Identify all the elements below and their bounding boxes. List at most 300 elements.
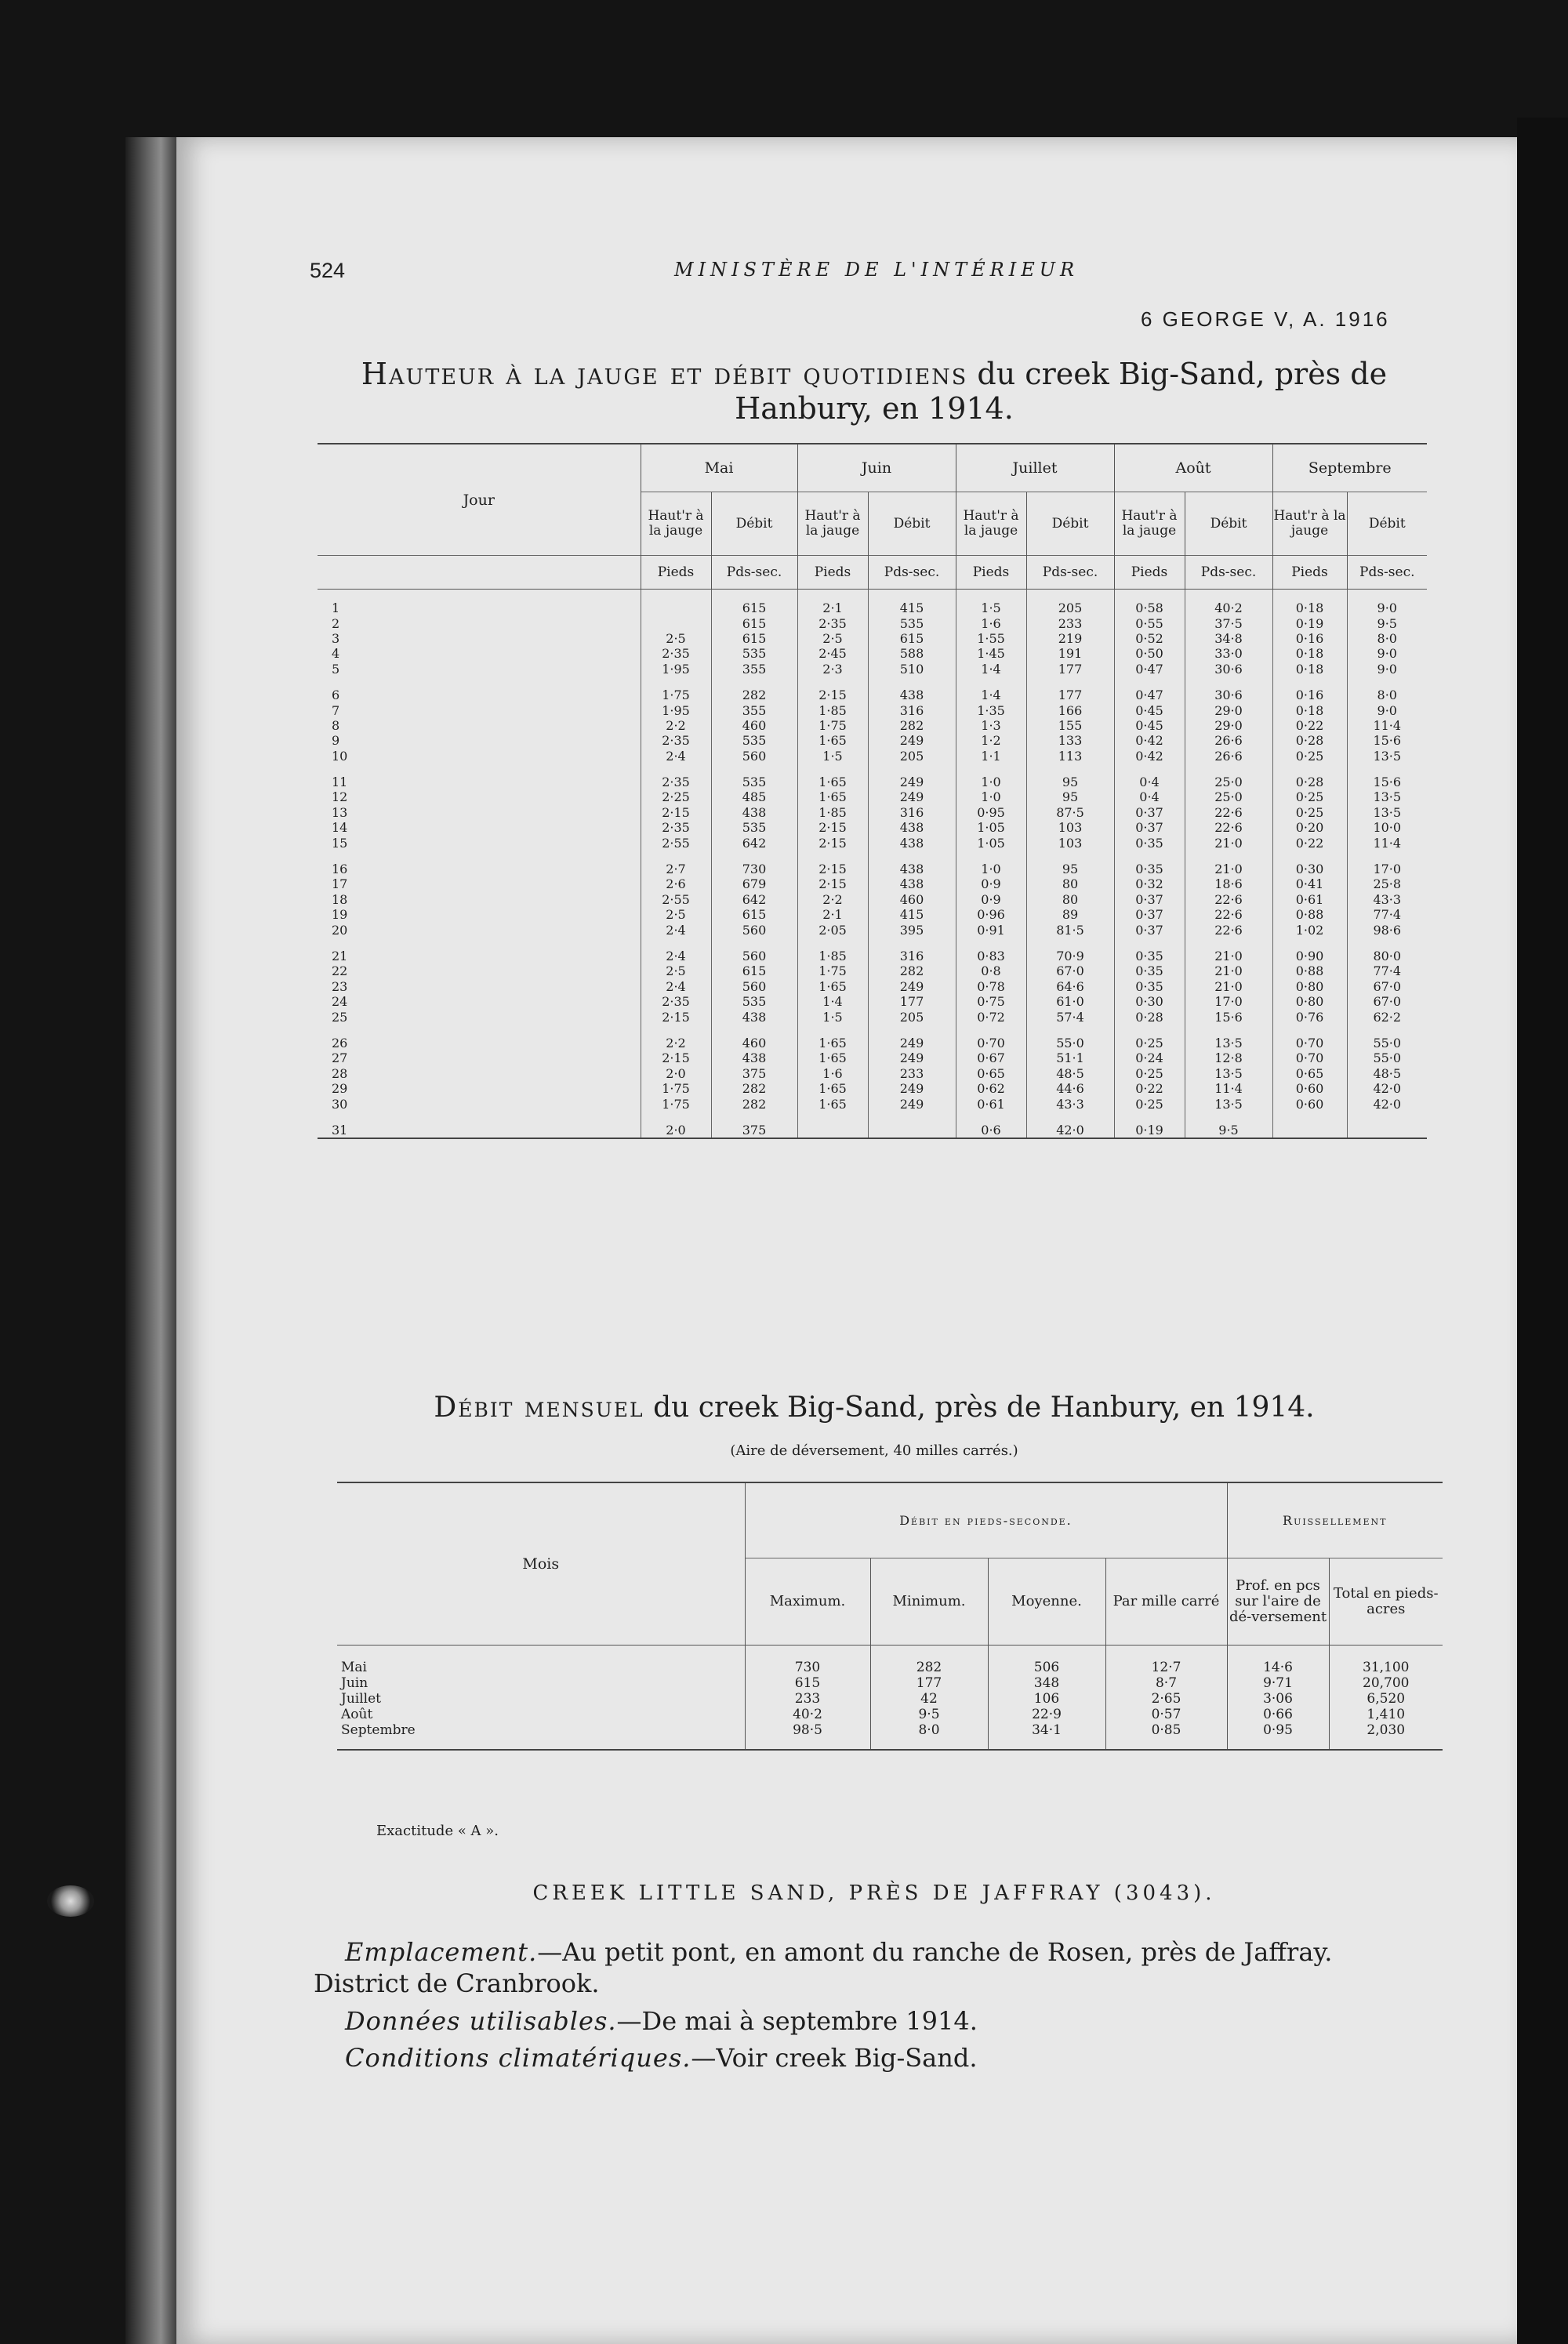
gap-cell [641,1025,711,1036]
value-cell: 1·2 [956,733,1026,748]
value-cell: 77·4 [1347,907,1427,922]
value-cell: 348 [988,1675,1105,1691]
gap-cell [868,1025,956,1036]
gap-cell [1272,764,1347,775]
day-cell: 23 [332,978,348,994]
value-cell: 43·3 [1347,892,1427,907]
value-cell: 80 [1026,892,1114,907]
value-cell: 642 [711,892,797,907]
gap-cell [1185,590,1272,601]
value-cell: 2·1 [797,601,868,615]
value-cell: 282 [711,1081,797,1096]
value-cell: 2·55 [641,835,711,850]
gap-cell [711,677,797,688]
value-cell: 9·5 [870,1707,988,1722]
value-cell: 42 [870,1691,988,1707]
gap-cell [1272,938,1347,949]
value-cell: 0·19 [1114,1123,1185,1138]
value-cell: 42·0 [1026,1123,1114,1138]
monthly-subtitle: (Aire de déversement, 40 milles carrés.) [730,1442,1018,1459]
value-cell: 0·35 [1114,949,1185,963]
value-cell: 0·28 [1272,733,1347,748]
value-cell: 535 [711,820,797,835]
value-cell: 0·62 [956,1081,1026,1096]
value-cell: 14·6 [1227,1660,1329,1675]
value-cell: 0·4 [1114,775,1185,789]
value-cell: 0·47 [1114,662,1185,677]
value-cell: 13·5 [1185,1096,1272,1111]
table-row [318,892,1427,907]
value-cell: 9·5 [1185,1123,1272,1138]
gap-cell [1026,851,1114,862]
value-cell: 1·55 [956,631,1026,646]
value-cell: 17·0 [1347,862,1427,876]
monthly-body [337,1646,1443,1751]
value-cell: 106 [988,1691,1105,1707]
value-cell: 26·6 [1185,733,1272,748]
day-cell: 3 [332,630,340,646]
value-cell: 40·2 [1185,601,1272,615]
value-cell: 0·66 [1227,1707,1329,1722]
bottom-cell [337,1738,745,1750]
daily-body [318,590,1427,1139]
value-cell: 2·15 [797,835,868,850]
value-cell: 2·55 [641,892,711,907]
value-cell: 81·5 [1026,922,1114,937]
gap-cell [711,851,797,862]
session-label: 6 GEORGE V, A. 1916 [1141,307,1390,331]
row-gap [318,764,1427,775]
gap-cell [956,764,1026,775]
value-cell: 0·16 [1272,688,1347,702]
value-cell: 0·95 [1227,1722,1329,1738]
value-cell: 55·0 [1347,1036,1427,1050]
day-cell: 6 [332,688,340,703]
value-cell: 2·15 [641,805,711,820]
value-cell: 8·0 [1347,631,1427,646]
climate-label: Conditions climatériques. [345,2043,691,2073]
value-cell: 67·0 [1347,994,1427,1009]
value-cell: 2·05 [797,922,868,937]
value-cell: 34·8 [1185,631,1272,646]
daily-title-prefix: Hauteur à la jauge et débit quotidiens [361,357,968,391]
value-cell: 1·5 [956,601,1026,615]
value-cell: 2·15 [641,1009,711,1024]
gap-cell [1347,1112,1427,1123]
value-cell: 0·80 [1272,979,1347,994]
value-cell: 29·0 [1185,702,1272,717]
value-cell [1347,1123,1427,1138]
value-cell: 87·5 [1026,805,1114,820]
value-cell: 1·75 [641,1081,711,1096]
value-cell: 55·0 [1026,1036,1114,1050]
value-cell: 20,700 [1329,1675,1443,1691]
value-cell: 0·58 [1114,601,1185,615]
gap-cell [318,851,641,862]
table-row [318,963,1427,978]
value-cell: 0·57 [1105,1707,1227,1722]
day-cell: 21 [332,949,348,963]
value-cell: 26·6 [1185,749,1272,764]
value-cell [797,1123,868,1138]
sep-cell [745,1646,870,1660]
month-header-row [318,444,1427,492]
value-cell: 11·4 [1347,718,1427,733]
gap-cell [797,938,868,949]
value-cell: 2·25 [641,789,711,804]
value-cell: 1·3 [956,718,1026,733]
value-cell: 0·75 [956,994,1026,1009]
value-cell: 438 [711,1009,797,1024]
gap-cell [1272,590,1347,601]
col-depth: Prof. en pcs sur l'aire de dé-versement [1227,1558,1329,1646]
table-row [318,949,1427,963]
value-cell: 510 [868,662,956,677]
value-cell [868,1123,956,1138]
value-cell: 33·0 [1185,646,1272,661]
value-cell: 415 [868,601,956,615]
value-cell: 191 [1026,646,1114,661]
value-cell: 2·3 [797,662,868,677]
bottom-cell [745,1738,870,1750]
value-cell: 1·75 [641,1096,711,1111]
value-cell: 1·6 [797,1066,868,1081]
value-cell: 0·6 [956,1123,1026,1138]
value-cell: 34·1 [988,1722,1105,1738]
value-cell: 485 [711,789,797,804]
table-row [318,646,1427,661]
value-cell: 0·61 [956,1096,1026,1111]
value-cell: 1·35 [956,702,1026,717]
unit-flow: Pds-sec. [1347,556,1427,590]
table-row [318,749,1427,764]
gap-cell [641,590,711,601]
day-cell: 9 [332,733,340,749]
table-row [318,1050,1427,1065]
value-cell: 282 [868,718,956,733]
monthly-group-row [337,1482,1443,1558]
value-cell: 22·6 [1185,892,1272,907]
value-cell: 42·0 [1347,1096,1427,1111]
value-cell: 22·6 [1185,805,1272,820]
value-cell: 205 [868,749,956,764]
value-cell: 1·75 [797,963,868,978]
table-row [318,1096,1427,1111]
gap-cell [1185,938,1272,949]
gap-cell [956,1025,1026,1036]
gap-cell [641,677,711,688]
value-cell: 0·76 [1272,1009,1347,1024]
value-cell: 0·60 [1272,1096,1347,1111]
value-cell: 70·9 [1026,949,1114,963]
value-cell: 2·15 [797,862,868,876]
gap-cell [1185,851,1272,862]
value-cell: 0·35 [1114,979,1185,994]
value-cell: 438 [868,820,956,835]
value-cell: 1·85 [797,702,868,717]
gap-cell [1185,677,1272,688]
subheader-height: Haut'r à la jauge [641,492,711,556]
gap-cell [318,938,641,949]
value-cell: 1·02 [1272,922,1347,937]
day-cell: 28 [332,1065,348,1081]
value-cell: 30·6 [1185,662,1272,677]
value-cell: 355 [711,702,797,717]
day-cell: 31 [318,1123,641,1138]
value-cell: 316 [868,805,956,820]
table-row [337,1675,1443,1691]
value-cell: 730 [711,862,797,876]
value-cell: 2·1 [797,907,868,922]
unit-feet: Pieds [1272,556,1347,590]
value-cell: 64·6 [1026,979,1114,994]
bottom-cell [1329,1738,1443,1750]
value-cell: 1·0 [956,789,1026,804]
unit-flow: Pds-sec. [1026,556,1114,590]
col-month: Mois [337,1482,745,1646]
gap-cell [1114,590,1185,601]
value-cell: 0·52 [1114,631,1185,646]
value-cell: 0·47 [1114,688,1185,702]
table-row [318,835,1427,850]
value-cell: 43·3 [1026,1096,1114,1111]
value-cell: 535 [711,994,797,1009]
subheader-height: Haut'r à la jauge [956,492,1026,556]
value-cell: 535 [711,733,797,748]
value-cell: 10·0 [1347,820,1427,835]
value-cell: 21·0 [1185,963,1272,978]
value-cell: 0·35 [1114,835,1185,850]
value-cell: 0·32 [1114,876,1185,891]
gap-cell [868,677,956,688]
value-cell: 0·80 [1272,994,1347,1009]
value-cell: 103 [1026,820,1114,835]
value-cell: 438 [711,805,797,820]
value-cell: 0·35 [1114,862,1185,876]
value-cell: 0·78 [956,979,1026,994]
group-flow: Débit en pieds-seconde. [745,1482,1227,1558]
value-cell: 95 [1026,789,1114,804]
row-gap [318,590,1427,601]
value-cell: 438 [868,862,956,876]
day-cell: 8 [332,717,340,733]
month-header: Août [1114,444,1272,492]
month-cell: Septembre [341,1722,416,1738]
value-cell: 0·42 [1114,733,1185,748]
unit-flow: Pds-sec. [1185,556,1272,590]
table-row [337,1691,1443,1707]
gap-cell [318,1025,641,1036]
value-cell: 1·5 [797,1009,868,1024]
gap-cell [956,851,1026,862]
value-cell: 1·65 [797,1050,868,1065]
value-cell: 12·8 [1185,1050,1272,1065]
value-cell: 2·35 [641,646,711,661]
section-title: CREEK LITTLE SAND, PRÈS DE JAFFRAY (3043). [532,1881,1216,1905]
value-cell: 22·6 [1185,820,1272,835]
value-cell: 1·85 [797,949,868,963]
gap-cell [711,938,797,949]
table-row [318,1123,1427,1138]
value-cell: 155 [1026,718,1114,733]
value-cell: 0·65 [956,1066,1026,1081]
day-cell: 24 [332,994,348,1010]
value-cell: 37·5 [1185,615,1272,630]
table-row [318,805,1427,820]
col-min: Minimum. [870,1558,988,1646]
value-cell: 13·5 [1347,805,1427,820]
value-cell: 0·9 [956,876,1026,891]
value-cell: 2·5 [641,963,711,978]
table-row [318,789,1427,804]
running-title: MINISTÈRE DE L'INTÉRIEUR [674,259,1080,281]
daily-table [318,443,1427,1139]
value-cell: 1·05 [956,835,1026,850]
table-row [318,979,1427,994]
value-cell: 177 [870,1675,988,1691]
value-cell: 615 [711,601,797,615]
value-cell: 15·6 [1347,775,1427,789]
day-cell: 19 [332,907,348,923]
value-cell: 679 [711,876,797,891]
value-cell: 77·4 [1347,963,1427,978]
value-cell: 282 [868,963,956,978]
table-row [318,1036,1427,1050]
daily-table-title [310,357,1439,426]
col-per-sq-mile: Par mille carré [1105,1558,1227,1646]
value-cell: 12·7 [1105,1660,1227,1675]
gap-cell [956,677,1026,688]
gap-cell [797,677,868,688]
gap-cell [1185,764,1272,775]
units-blank [318,556,641,590]
subheader-flow: Débit [1026,492,1114,556]
value-cell: 233 [868,1066,956,1081]
value-cell: 0·20 [1272,820,1347,835]
value-cell: 2·6 [641,876,711,891]
value-cell: 249 [868,733,956,748]
value-cell: 67·0 [1026,963,1114,978]
gap-cell [1114,851,1185,862]
table-row [318,733,1427,748]
value-cell: 0·35 [1114,963,1185,978]
unit-flow: Pds-sec. [711,556,797,590]
table-row [337,1722,1443,1738]
value-cell: 89 [1026,907,1114,922]
value-cell: 0·37 [1114,907,1185,922]
value-cell: 1·95 [641,702,711,717]
value-cell: 0·16 [1272,631,1347,646]
value-cell: 249 [868,1050,956,1065]
sep-cell [1329,1646,1443,1660]
value-cell: 560 [711,979,797,994]
value-cell: 0·72 [956,1009,1026,1024]
value-cell: 11·4 [1185,1081,1272,1096]
value-cell: 0·4 [1114,789,1185,804]
value-cell: 25·8 [1347,876,1427,891]
value-cell: 95 [1026,862,1114,876]
value-cell: 1·65 [797,1096,868,1111]
value-cell: 0·25 [1114,1036,1185,1050]
value-cell: 249 [868,775,956,789]
value-cell: 2·5 [641,631,711,646]
value-cell: 2·35 [797,615,868,630]
value-cell: 15·6 [1347,733,1427,748]
value-cell: 1·75 [797,718,868,733]
value-cell: 2·0 [641,1066,711,1081]
subheader-flow: Débit [1185,492,1272,556]
gap-cell [956,590,1026,601]
day-cell: 14 [332,820,348,836]
monthly-bottom [337,1738,1443,1750]
col-day: Jour [463,491,495,509]
value-cell: 13·5 [1347,749,1427,764]
day-cell: 18 [332,891,348,907]
subheader-height: Haut'r à la jauge [797,492,868,556]
value-cell: 316 [868,702,956,717]
value-cell: 0·18 [1272,702,1347,717]
data-label: Données utilisables. [345,2006,617,2036]
unit-feet: Pieds [956,556,1026,590]
value-cell: 0·22 [1272,718,1347,733]
value-cell: 133 [1026,733,1114,748]
gap-cell [1026,764,1114,775]
value-cell: 1·65 [797,1036,868,1050]
value-cell: 0·25 [1272,749,1347,764]
gap-cell [711,590,797,601]
value-cell: 98·6 [1347,922,1427,937]
day-cell: 1 [332,601,340,616]
value-cell: 2·5 [797,631,868,646]
gap-cell [641,938,711,949]
value-cell: 249 [868,789,956,804]
day-cell: 11 [332,775,348,790]
subheader-flow: Débit [868,492,956,556]
value-cell: 31,100 [1329,1660,1443,1675]
gap-cell [1114,1112,1185,1123]
paragraph-data [345,2005,1466,2037]
value-cell: 0·37 [1114,892,1185,907]
value-cell: 615 [711,615,797,630]
value-cell: 1·75 [641,688,711,702]
value-cell: 1·5 [797,749,868,764]
table-row [318,1009,1427,1024]
value-cell: 249 [868,1036,956,1050]
table-row [318,615,1427,630]
gap-cell [1272,1112,1347,1123]
value-cell: 1·6 [956,615,1026,630]
subheader-height: Haut'r à la jauge [1114,492,1185,556]
value-cell: 13·5 [1347,789,1427,804]
value-cell: 1·85 [797,805,868,820]
value-cell: 177 [1026,688,1114,702]
value-cell: 0·91 [956,922,1026,937]
value-cell: 0·19 [1272,615,1347,630]
gap-cell [1347,851,1427,862]
month-header: Juin [797,444,956,492]
value-cell: 2·4 [641,979,711,994]
value-cell: 2·35 [641,994,711,1009]
gap-cell [797,764,868,775]
day-cell: 15 [332,835,348,851]
col-total: Total en pieds-acres [1329,1558,1443,1646]
gap-cell [1026,1112,1114,1123]
value-cell: 18·6 [1185,876,1272,891]
value-cell: 0·88 [1272,963,1347,978]
row-gap [318,677,1427,688]
climate-text: —Voir creek Big-Sand. [691,2043,978,2073]
sep-cell [1227,1646,1329,1660]
